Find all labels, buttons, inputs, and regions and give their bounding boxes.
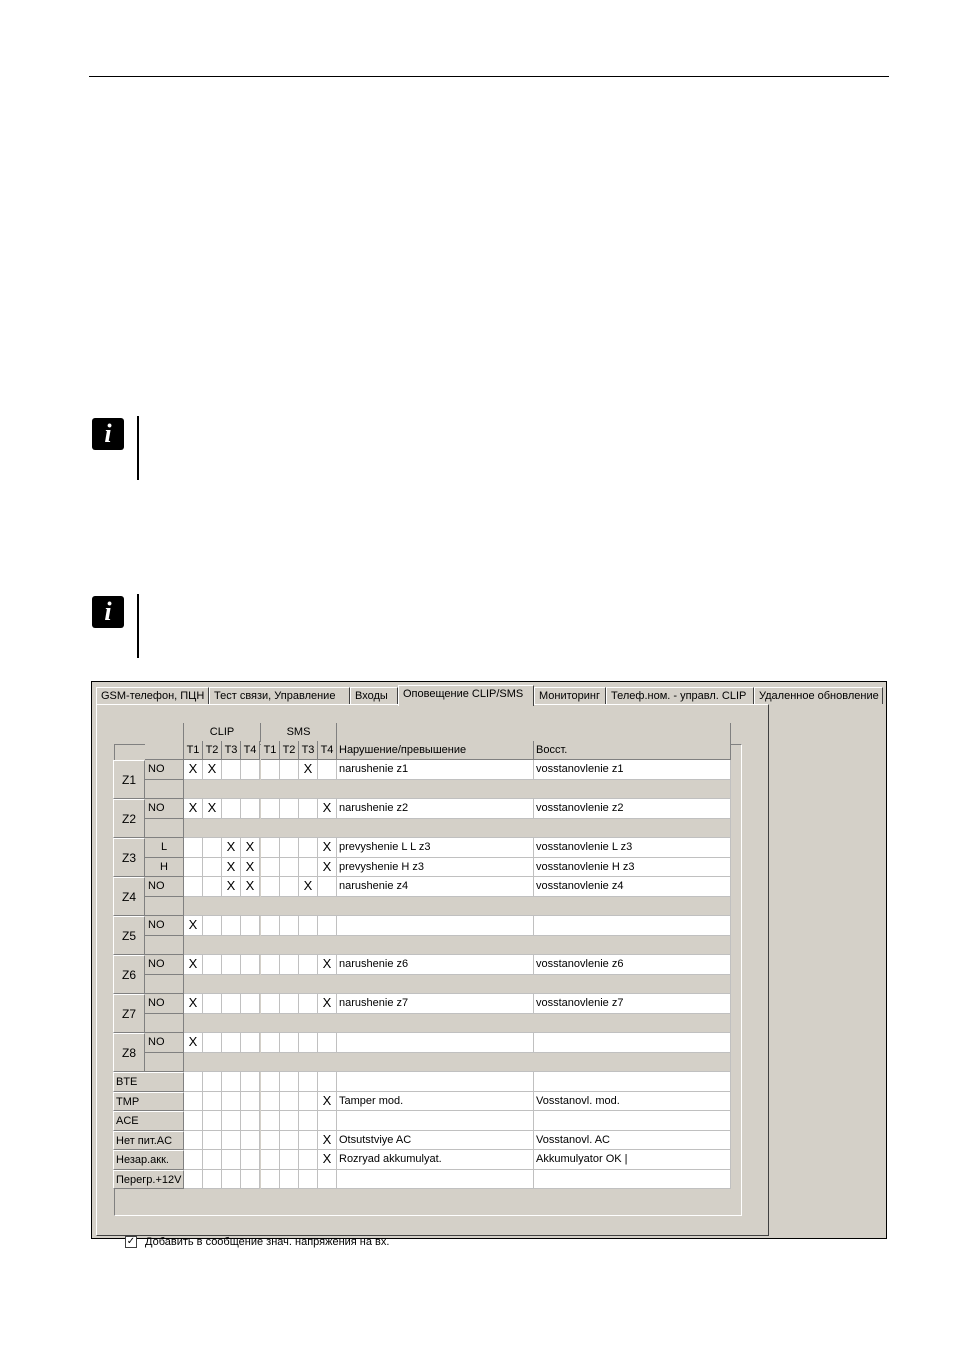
tab-4[interactable]: Оповещение CLIP/SMS bbox=[398, 685, 534, 706]
violation-text-cell[interactable]: narushenie z2 bbox=[337, 799, 534, 819]
mark-cell[interactable]: X bbox=[299, 877, 318, 897]
zone-label-z1: Z1 bbox=[113, 760, 145, 799]
mark-cell[interactable] bbox=[280, 760, 299, 780]
mark-cell[interactable] bbox=[184, 1131, 203, 1151]
mark-cell[interactable] bbox=[222, 1033, 241, 1053]
mark-cell[interactable]: X bbox=[241, 858, 260, 878]
mark-cell[interactable] bbox=[222, 1170, 241, 1190]
violation-text-cell[interactable] bbox=[337, 1111, 534, 1131]
mark-cell[interactable] bbox=[280, 799, 299, 819]
restore-text-cell[interactable]: vosstanovlenie z6 bbox=[534, 955, 731, 975]
mark-cell[interactable] bbox=[280, 858, 299, 878]
tab-panel-clip-sms bbox=[96, 704, 769, 1248]
mark-cell[interactable] bbox=[280, 1111, 299, 1131]
header-col-t3-clip: T3 bbox=[222, 741, 241, 760]
mark-cell[interactable] bbox=[184, 1150, 203, 1170]
mark-cell[interactable] bbox=[299, 1170, 318, 1190]
restore-text-cell[interactable]: vosstanovlenie L z3 bbox=[534, 838, 731, 858]
restore-text-cell[interactable] bbox=[534, 1072, 731, 1092]
empty-row bbox=[184, 1053, 731, 1073]
header-col-t4-clip: T4 bbox=[241, 741, 260, 760]
mark-cell[interactable] bbox=[261, 994, 280, 1014]
sub-label bbox=[145, 1053, 184, 1073]
mark-cell[interactable] bbox=[184, 877, 203, 897]
zone-label-z8: Z8 bbox=[113, 1033, 145, 1072]
info-note-bar bbox=[137, 416, 139, 480]
page-header-rule bbox=[89, 76, 889, 77]
mark-cell[interactable] bbox=[203, 838, 222, 858]
info-icon: i bbox=[92, 418, 124, 450]
sub-label: L bbox=[145, 838, 184, 858]
sub-label: NO bbox=[145, 955, 184, 975]
mark-cell[interactable] bbox=[280, 1170, 299, 1190]
mark-cell[interactable] bbox=[318, 916, 337, 936]
header-col-t2-sms: T2 bbox=[280, 741, 299, 760]
sub-label: H bbox=[145, 858, 184, 878]
mark-cell[interactable]: X bbox=[222, 877, 241, 897]
restore-text-cell[interactable] bbox=[534, 1170, 731, 1190]
sub-label bbox=[145, 897, 184, 917]
mark-cell[interactable] bbox=[222, 916, 241, 936]
system-row-label: Нет пит.AC bbox=[113, 1131, 184, 1151]
sub-label bbox=[145, 936, 184, 956]
mark-cell[interactable] bbox=[280, 1131, 299, 1151]
mark-cell[interactable] bbox=[318, 1033, 337, 1053]
mark-cell[interactable]: X bbox=[184, 955, 203, 975]
system-row-label: Перегр.+12V bbox=[113, 1170, 184, 1190]
mark-cell[interactable] bbox=[184, 838, 203, 858]
zone-label-z2: Z2 bbox=[113, 799, 145, 838]
system-row-label: BTE bbox=[113, 1072, 184, 1092]
restore-text-cell[interactable]: vosstanovlenie z4 bbox=[534, 877, 731, 897]
mark-cell[interactable] bbox=[222, 1150, 241, 1170]
mark-cell[interactable] bbox=[318, 877, 337, 897]
empty-row bbox=[184, 897, 731, 917]
mark-cell[interactable] bbox=[299, 1131, 318, 1151]
mark-cell[interactable]: X bbox=[318, 838, 337, 858]
header-clip: CLIP bbox=[184, 723, 261, 742]
mark-cell[interactable] bbox=[203, 1111, 222, 1131]
mark-cell[interactable]: X bbox=[318, 1150, 337, 1170]
mark-cell[interactable] bbox=[299, 858, 318, 878]
mark-cell[interactable] bbox=[222, 1092, 241, 1112]
mark-cell[interactable] bbox=[203, 1092, 222, 1112]
sub-label: NO bbox=[145, 799, 184, 819]
mark-cell[interactable] bbox=[222, 1131, 241, 1151]
violation-text-cell[interactable]: Tamper mod. bbox=[337, 1092, 534, 1112]
mark-cell[interactable] bbox=[184, 858, 203, 878]
restore-text-cell[interactable]: Vosstanovl. mod. bbox=[534, 1092, 731, 1112]
mark-cell[interactable]: X bbox=[184, 1033, 203, 1053]
violation-text-cell[interactable] bbox=[337, 1170, 534, 1190]
mark-cell[interactable] bbox=[203, 1150, 222, 1170]
mark-cell[interactable] bbox=[280, 994, 299, 1014]
mark-cell[interactable] bbox=[318, 1111, 337, 1131]
mark-cell[interactable] bbox=[261, 1033, 280, 1053]
mark-cell[interactable] bbox=[241, 994, 260, 1014]
mark-cell[interactable] bbox=[241, 955, 260, 975]
system-row-label: Незар.акк. bbox=[113, 1150, 184, 1170]
violation-text-cell[interactable] bbox=[337, 916, 534, 936]
mark-cell[interactable] bbox=[184, 1072, 203, 1092]
mark-cell[interactable] bbox=[280, 916, 299, 936]
mark-cell[interactable] bbox=[222, 799, 241, 819]
mark-cell[interactable] bbox=[261, 1131, 280, 1151]
mark-cell[interactable]: X bbox=[318, 858, 337, 878]
violation-text-cell[interactable]: prevyshenie L L z3 bbox=[337, 838, 534, 858]
mark-cell[interactable] bbox=[261, 955, 280, 975]
mark-cell[interactable] bbox=[299, 1072, 318, 1092]
sub-label: NO bbox=[145, 760, 184, 780]
mark-cell[interactable] bbox=[261, 916, 280, 936]
mark-cell[interactable]: X bbox=[299, 760, 318, 780]
mark-cell[interactable] bbox=[318, 1072, 337, 1092]
mark-cell[interactable] bbox=[280, 838, 299, 858]
empty-row bbox=[184, 975, 731, 995]
info-note-2 bbox=[92, 594, 138, 660]
header-col-t1-clip: T1 bbox=[184, 741, 203, 760]
header-col-t1-sms: T1 bbox=[261, 741, 280, 760]
sub-label: NO bbox=[145, 994, 184, 1014]
settings-window bbox=[91, 681, 887, 1248]
mark-cell[interactable] bbox=[203, 1170, 222, 1190]
header-blank-2 bbox=[145, 741, 184, 760]
system-row-label: TMP bbox=[113, 1092, 184, 1112]
header-sms: SMS bbox=[261, 723, 337, 742]
sub-label: NO bbox=[145, 916, 184, 936]
mark-cell[interactable] bbox=[299, 799, 318, 819]
mark-cell[interactable] bbox=[261, 1170, 280, 1190]
mark-cell[interactable] bbox=[280, 1092, 299, 1112]
mark-cell[interactable] bbox=[280, 1150, 299, 1170]
mark-cell[interactable] bbox=[261, 799, 280, 819]
mark-cell[interactable]: X bbox=[184, 760, 203, 780]
mark-cell[interactable]: X bbox=[184, 994, 203, 1014]
empty-row bbox=[184, 819, 731, 839]
mark-cell[interactable] bbox=[299, 1111, 318, 1131]
empty-row bbox=[184, 1014, 731, 1034]
info-note-bar bbox=[137, 594, 139, 658]
header-violation: Нарушение/превышение bbox=[337, 741, 534, 760]
restore-text-cell[interactable]: Vosstanovl. AC bbox=[534, 1131, 731, 1151]
mark-cell[interactable] bbox=[261, 1111, 280, 1131]
mark-cell[interactable] bbox=[280, 955, 299, 975]
mark-cell[interactable] bbox=[203, 1033, 222, 1053]
info-icon: i bbox=[92, 596, 124, 628]
mark-cell[interactable]: X bbox=[184, 916, 203, 936]
sub-label bbox=[145, 975, 184, 995]
zone-label-z7: Z7 bbox=[113, 994, 145, 1033]
restore-text-cell[interactable]: Akkumulyator OK | bbox=[534, 1150, 731, 1170]
violation-text-cell[interactable] bbox=[337, 1072, 534, 1092]
mark-cell[interactable] bbox=[280, 1072, 299, 1092]
mark-cell[interactable] bbox=[222, 760, 241, 780]
mark-cell[interactable] bbox=[280, 877, 299, 897]
mark-cell[interactable]: X bbox=[203, 760, 222, 780]
empty-row bbox=[184, 780, 731, 800]
mark-cell[interactable] bbox=[299, 916, 318, 936]
mark-cell[interactable] bbox=[299, 994, 318, 1014]
restore-text-cell[interactable]: vosstanovlenie H z3 bbox=[534, 858, 731, 878]
mark-cell[interactable]: X bbox=[318, 1131, 337, 1151]
mark-cell[interactable] bbox=[261, 1150, 280, 1170]
mark-cell[interactable]: X bbox=[241, 838, 260, 858]
mark-cell[interactable] bbox=[184, 1092, 203, 1112]
violation-text-cell[interactable]: narushenie z6 bbox=[337, 955, 534, 975]
restore-text-cell[interactable]: vosstanovlenie z7 bbox=[534, 994, 731, 1014]
header-col-t3-sms: T3 bbox=[299, 741, 318, 760]
tab-7[interactable]: Удаленное обновление bbox=[754, 687, 883, 704]
tab-6[interactable]: Телеф.ном. - управл. CLIP bbox=[606, 687, 754, 704]
mark-cell[interactable] bbox=[203, 1131, 222, 1151]
violation-text-cell[interactable]: narushenie z4 bbox=[337, 877, 534, 897]
add-voltage-checkbox[interactable]: ✓ bbox=[126, 1236, 136, 1247]
mark-cell[interactable] bbox=[203, 877, 222, 897]
mark-cell[interactable] bbox=[184, 1170, 203, 1190]
mark-cell[interactable]: X bbox=[222, 838, 241, 858]
mark-cell[interactable] bbox=[241, 1072, 260, 1092]
mark-cell[interactable] bbox=[203, 1072, 222, 1092]
violation-text-cell[interactable]: narushenie z7 bbox=[337, 994, 534, 1014]
mark-cell[interactable] bbox=[241, 1150, 260, 1170]
tab-5[interactable]: Мониторинг bbox=[534, 687, 606, 704]
restore-text-cell[interactable] bbox=[534, 916, 731, 936]
restore-text-cell[interactable] bbox=[534, 1111, 731, 1131]
restore-text-cell[interactable]: vosstanovlenie z1 bbox=[534, 760, 731, 780]
empty-row bbox=[184, 936, 731, 956]
header-blank-right bbox=[337, 723, 731, 742]
mark-cell[interactable] bbox=[241, 799, 260, 819]
mark-cell[interactable] bbox=[203, 916, 222, 936]
mark-cell[interactable] bbox=[299, 1092, 318, 1112]
mark-cell[interactable]: X bbox=[318, 799, 337, 819]
zone-label-z4: Z4 bbox=[113, 877, 145, 916]
add-voltage-label: Добавить в сообщение знач. напряжения на вх. bbox=[145, 1236, 390, 1248]
mark-cell[interactable] bbox=[241, 1092, 260, 1112]
mark-cell[interactable] bbox=[318, 1170, 337, 1190]
mark-cell[interactable] bbox=[261, 760, 280, 780]
zone-label-z5: Z5 bbox=[113, 916, 145, 955]
mark-cell[interactable] bbox=[203, 994, 222, 1014]
mark-cell[interactable] bbox=[280, 1033, 299, 1053]
mark-cell[interactable] bbox=[261, 1092, 280, 1112]
mark-cell[interactable] bbox=[241, 1131, 260, 1151]
sub-label bbox=[145, 819, 184, 839]
violation-text-cell[interactable] bbox=[337, 1033, 534, 1053]
mark-cell[interactable]: X bbox=[318, 955, 337, 975]
mark-cell[interactable] bbox=[184, 1111, 203, 1131]
tab-strip bbox=[96, 685, 886, 705]
header-blank bbox=[145, 723, 184, 742]
mark-cell[interactable] bbox=[241, 760, 260, 780]
mark-cell[interactable] bbox=[299, 1150, 318, 1170]
mark-cell[interactable] bbox=[261, 838, 280, 858]
mark-cell[interactable] bbox=[299, 1033, 318, 1053]
restore-text-cell[interactable] bbox=[534, 1033, 731, 1053]
sub-label: NO bbox=[145, 1033, 184, 1053]
restore-text-cell[interactable]: vosstanovlenie z2 bbox=[534, 799, 731, 819]
mark-cell[interactable] bbox=[222, 1072, 241, 1092]
sub-label: NO bbox=[145, 877, 184, 897]
mark-cell[interactable] bbox=[261, 858, 280, 878]
mark-cell[interactable] bbox=[241, 1033, 260, 1053]
mark-cell[interactable] bbox=[203, 858, 222, 878]
zone-label-z6: Z6 bbox=[113, 955, 145, 994]
mark-cell[interactable]: X bbox=[318, 1092, 337, 1112]
violation-text-cell[interactable]: narushenie z1 bbox=[337, 760, 534, 780]
info-note-1 bbox=[92, 416, 138, 482]
system-row-label: ACE bbox=[113, 1111, 184, 1131]
zone-label-z3: Z3 bbox=[113, 838, 145, 877]
mark-cell[interactable] bbox=[261, 1072, 280, 1092]
header-col-t4-sms: T4 bbox=[318, 741, 337, 760]
tab-1[interactable]: GSM-телефон, ПЦН bbox=[96, 687, 209, 704]
mark-cell[interactable] bbox=[318, 760, 337, 780]
mark-cell[interactable] bbox=[299, 955, 318, 975]
violation-text-cell[interactable]: Rozryad akkumulyat. bbox=[337, 1150, 534, 1170]
mark-cell[interactable] bbox=[241, 1170, 260, 1190]
mark-cell[interactable]: X bbox=[318, 994, 337, 1014]
mark-cell[interactable] bbox=[241, 916, 260, 936]
tab-2[interactable]: Тест связи, Управление bbox=[209, 687, 350, 704]
mark-cell[interactable] bbox=[241, 1111, 260, 1131]
mark-cell[interactable] bbox=[261, 877, 280, 897]
violation-text-cell[interactable]: Otsutstviye AC bbox=[337, 1131, 534, 1151]
sub-label bbox=[145, 1014, 184, 1034]
mark-cell[interactable] bbox=[299, 838, 318, 858]
mark-cell[interactable] bbox=[222, 994, 241, 1014]
mark-cell[interactable]: X bbox=[203, 799, 222, 819]
tab-3[interactable]: Входы bbox=[350, 687, 398, 704]
mark-cell[interactable] bbox=[203, 955, 222, 975]
mark-cell[interactable]: X bbox=[241, 877, 260, 897]
sub-label bbox=[145, 780, 184, 800]
mark-cell[interactable]: X bbox=[222, 858, 241, 878]
mark-cell[interactable] bbox=[222, 1111, 241, 1131]
violation-text-cell[interactable]: prevyshenie H z3 bbox=[337, 858, 534, 878]
mark-cell[interactable] bbox=[222, 955, 241, 975]
header-restore: Восст. bbox=[534, 741, 731, 760]
mark-cell[interactable]: X bbox=[184, 799, 203, 819]
header-col-t2-clip: T2 bbox=[203, 741, 222, 760]
